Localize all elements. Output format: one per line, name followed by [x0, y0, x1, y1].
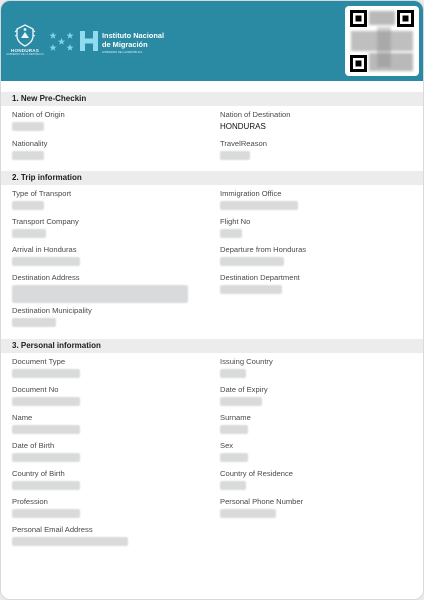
redacted-value [12, 369, 80, 378]
redacted-value [12, 201, 44, 210]
departure-label: Departure from Honduras [220, 245, 307, 254]
redacted-value [12, 537, 128, 546]
nation-of-destination-field [220, 110, 410, 132]
nation-of-origin-label: Nation of Origin [12, 110, 65, 119]
section-1-header [1, 92, 424, 106]
redacted-value [220, 397, 262, 406]
coat-of-arms-logo [6, 23, 44, 63]
country-of-birth-label: Country of Birth [12, 469, 65, 478]
redacted-value [220, 285, 282, 294]
departure-field [220, 245, 410, 266]
date-of-expiry-field [220, 385, 410, 406]
date-of-expiry-label: Date of Expiry [220, 385, 268, 394]
transport-company-field [12, 217, 202, 238]
destination-address-field [12, 273, 202, 303]
redacted-value [12, 509, 80, 518]
inm-h-logo-icon [79, 30, 99, 52]
section-2-header [1, 171, 424, 185]
redacted-value [220, 229, 242, 238]
flight-no-field [220, 217, 410, 238]
arrival-label: Arrival in Honduras [12, 245, 77, 254]
coat-of-arms-icon [14, 23, 36, 47]
redacted-value [12, 397, 80, 406]
arrival-field [12, 245, 202, 266]
redacted-value [220, 151, 250, 160]
header-banner [1, 1, 424, 81]
nation-of-destination-value: HONDURAS [220, 122, 266, 131]
immigration-office-field [220, 189, 410, 210]
redacted-value [220, 201, 298, 210]
destination-municipality-label: Destination Municipality [12, 306, 92, 315]
destination-department-label: Destination Department [220, 273, 300, 282]
phone-field [220, 497, 410, 518]
redacted-value [220, 369, 246, 378]
brand-line-3: GOBIERNO DE LA REPÚBLICA [102, 50, 143, 54]
destination-department-field [220, 273, 410, 294]
immigration-office-label: Immigration Office [220, 189, 282, 198]
qr-code-icon [349, 9, 415, 73]
redacted-value [12, 481, 80, 490]
type-of-transport-field [12, 189, 202, 210]
redacted-value [12, 453, 80, 462]
date-of-birth-field [12, 441, 202, 462]
profession-label: Profession [12, 497, 48, 506]
redacted-value [220, 257, 284, 266]
institute-brand [102, 32, 164, 54]
coat-text: HONDURAS [10, 48, 40, 53]
surname-field [220, 413, 410, 434]
nationality-field [12, 139, 202, 160]
document-no-label: Document No [12, 385, 59, 394]
transport-company-label: Transport Company [12, 217, 79, 226]
section-2-title: 2. Trip information [12, 173, 82, 182]
redacted-value [220, 425, 248, 434]
redacted-value [12, 425, 80, 434]
country-of-residence-field [220, 469, 410, 490]
country-of-residence-label: Country of Residence [220, 469, 294, 478]
nation-of-destination-label: Nation of Destination [220, 110, 291, 119]
sex-label: Sex [220, 441, 234, 450]
destination-municipality-field [12, 306, 202, 327]
flight-no-label: Flight No [220, 217, 251, 226]
destination-address-label: Destination Address [12, 273, 80, 282]
country-of-birth-field [12, 469, 202, 490]
section-3-header [1, 339, 424, 353]
document-type-label: Document Type [12, 357, 66, 366]
document-no-field [12, 385, 202, 406]
issuing-country-field [220, 357, 410, 378]
name-label: Name [12, 413, 33, 422]
redacted-value [12, 257, 80, 266]
profession-field [12, 497, 202, 518]
brand-line-2: de Migración [102, 39, 148, 49]
travel-reason-label: TravelReason [220, 139, 267, 148]
redacted-value [12, 151, 44, 160]
type-of-transport-label: Type of Transport [12, 189, 72, 198]
redacted-value [220, 481, 246, 490]
section-1-title: 1. New Pre-Checkin [12, 94, 87, 103]
nation-of-origin-field [12, 110, 202, 131]
sex-field [220, 441, 410, 462]
redacted-value [220, 453, 248, 462]
five-stars-icon [49, 31, 75, 53]
coat-subtext: GOBIERNO DE LA REPÚBLICA [6, 53, 44, 56]
redacted-value [220, 509, 276, 518]
section-3-title: 3. Personal information [12, 341, 101, 350]
email-field [12, 525, 202, 546]
phone-label: Personal Phone Number [220, 497, 304, 506]
nationality-label: Nationality [12, 139, 48, 148]
redacted-value [12, 285, 188, 303]
qr-code [345, 6, 419, 76]
document-type-field [12, 357, 202, 378]
redacted-value [12, 318, 56, 327]
redacted-value [12, 122, 44, 131]
issuing-country-label: Issuing Country [220, 357, 273, 366]
name-field [12, 413, 202, 434]
redacted-value [12, 229, 46, 238]
date-of-birth-label: Date of Birth [12, 441, 55, 450]
travel-reason-field [220, 139, 410, 160]
email-label: Personal Email Address [12, 525, 93, 534]
surname-label: Surname [220, 413, 251, 422]
brand-line-1: Instituto Nacional [102, 31, 165, 40]
